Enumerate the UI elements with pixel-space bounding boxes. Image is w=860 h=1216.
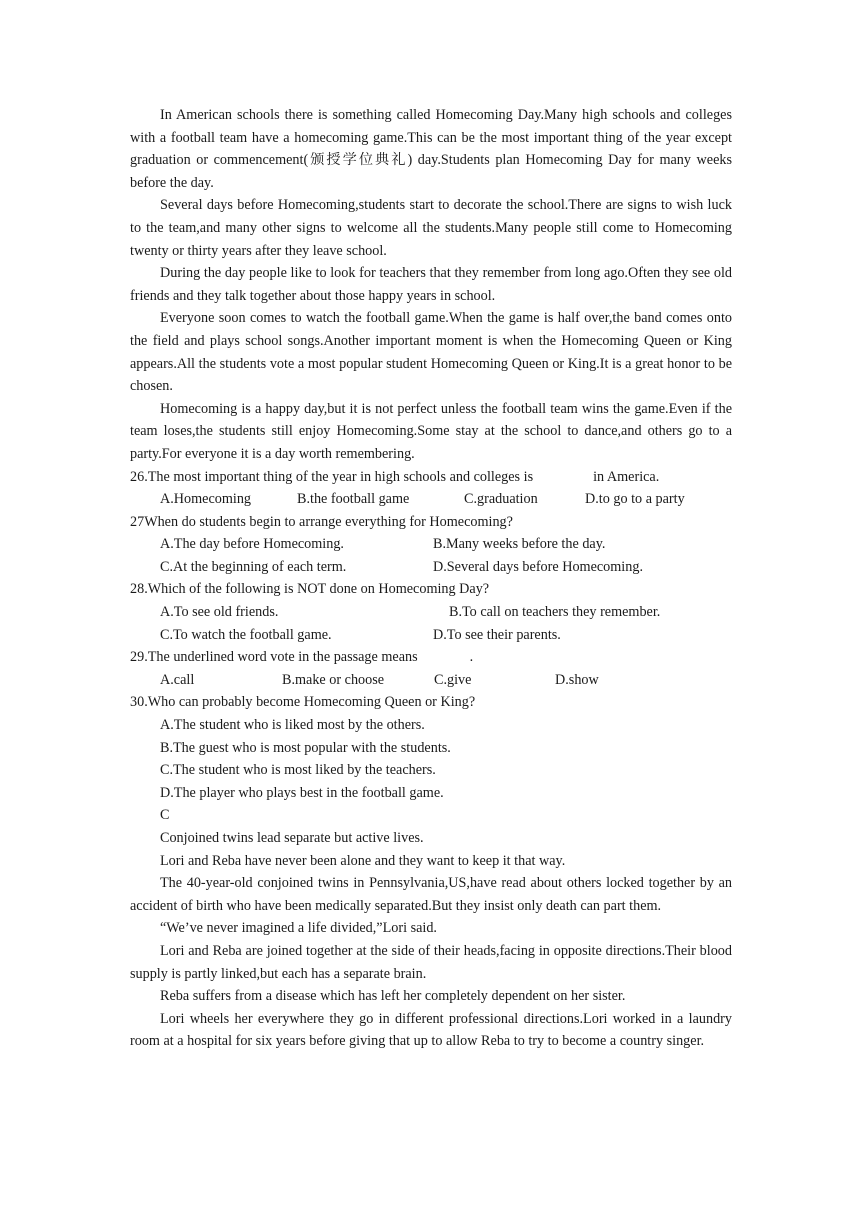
option-d: D.To see their parents.: [433, 626, 561, 643]
question-27-options: [130, 533, 732, 556]
option-a: A.call: [160, 671, 195, 688]
question-27-options: [130, 556, 732, 579]
question-26-options: [130, 488, 732, 511]
option-d: D.to go to a party: [585, 491, 685, 508]
option-b: B.Many weeks before the day.: [433, 536, 606, 553]
passage-c-paragraph: Lori wheels her everywhere they go in different professional directions.Lori worked in a laundry room at a hospital for six years before giving that up to allow Reba to try to become a country singer.: [130, 1010, 732, 1050]
question-28-stem: 28.Which of the following is NOT done on Homecoming Day?: [130, 581, 490, 598]
question-29-options: [130, 669, 732, 692]
passage-b-paragraph: Everyone soon comes to watch the football game.When the game is half over,the band comes onto the field and plays school songs.Another important moment is when the Homecoming Queen or King appears.All the students vote a most popular student Homecoming Queen or King.It is a great honor to be chosen.: [130, 310, 732, 395]
option-a: A.The student who is liked most by the others.: [160, 717, 425, 734]
passage-c-paragraph: The 40-year-old conjoined twins in Pennsylvania,US,have read about others locked together by an accident of birth who have been medically separated.But they insist only death can part them.: [130, 875, 732, 914]
passage-b-paragraph: During the day people like to look for teachers that they remember from long ago.Often they see old friends and they talk together about those happy years in school.: [130, 265, 732, 304]
passage-c-paragraph: Reba suffers from a disease which has left her completely dependent on her sister.: [160, 988, 626, 1005]
option-a: A.To see old friends.: [160, 604, 279, 621]
option-a: A.Homecoming: [160, 491, 252, 508]
passage-b-paragraph: In American schools there is something called Homecoming Day.Many high schools and colleges with a football team have a homecoming game.This can be the most important thing of the year except graduation or commencement(颁授学位典礼) day.Students plan Homecoming Day for many weeks before the day.: [130, 107, 732, 191]
passage-c-paragraph: Lori and Reba have never been alone and they want to keep it that way.: [160, 852, 566, 869]
passage-b-paragraph: Homecoming is a happy day,but it is not perfect unless the football team wins the game.Even if the team loses,the students still enjoy Homecoming.Some stay at the school to dance,and others go to a party.For everyone it is a day worth remembering.: [130, 400, 732, 462]
question-27-stem: 27When do students begin to arrange everything for Homecoming?: [130, 513, 513, 530]
document-page: [130, 104, 732, 1053]
option-b: B.The guest who is most popular with the students.: [160, 739, 451, 756]
option-c: C.To watch the football game.: [160, 626, 332, 643]
option-d: D.The player who plays best in the football game.: [160, 784, 444, 801]
passage-c-paragraph: Lori and Reba are joined together at the side of their heads,facing in opposite directions.Their blood supply is partly linked,but each has a separate brain.: [130, 942, 732, 982]
option-b: B.make or choose: [282, 671, 385, 688]
option-c: C.give: [434, 671, 472, 688]
option-c: C.At the beginning of each term.: [160, 558, 347, 575]
question-28-options: [130, 624, 732, 647]
option-d: D.Several days before Homecoming.: [433, 558, 643, 575]
option-d: D.show: [555, 671, 599, 688]
question-30-stem: 30.Who can probably become Homecoming Queen or King?: [130, 694, 476, 711]
option-b: B.the football game: [297, 491, 410, 508]
option-b: B.To call on teachers they remember.: [449, 604, 661, 621]
passage-c-label: C: [160, 807, 170, 824]
option-a: A.The day before Homecoming.: [160, 536, 344, 553]
option-c: C.The student who is most liked by the teachers.: [160, 762, 436, 779]
question-28-options: [130, 601, 732, 624]
option-c: C.graduation: [464, 491, 538, 508]
passage-c-paragraph: “We’ve never imagined a life divided,”Lori said.: [160, 920, 437, 937]
passage-b-paragraph: Several days before Homecoming,students start to decorate the school.There are signs to wish luck to the team,and many other signs to welcome all the students.Many people still come to Homecoming twenty or thirty years after they leave school.: [130, 197, 732, 259]
question-26-stem: 26.The most important thing of the year in high schools and colleges is in America.: [130, 468, 660, 485]
question-29-stem: 29.The underlined word vote in the passage means .: [130, 649, 474, 666]
passage-c-title: Conjoined twins lead separate but active lives.: [160, 830, 424, 846]
